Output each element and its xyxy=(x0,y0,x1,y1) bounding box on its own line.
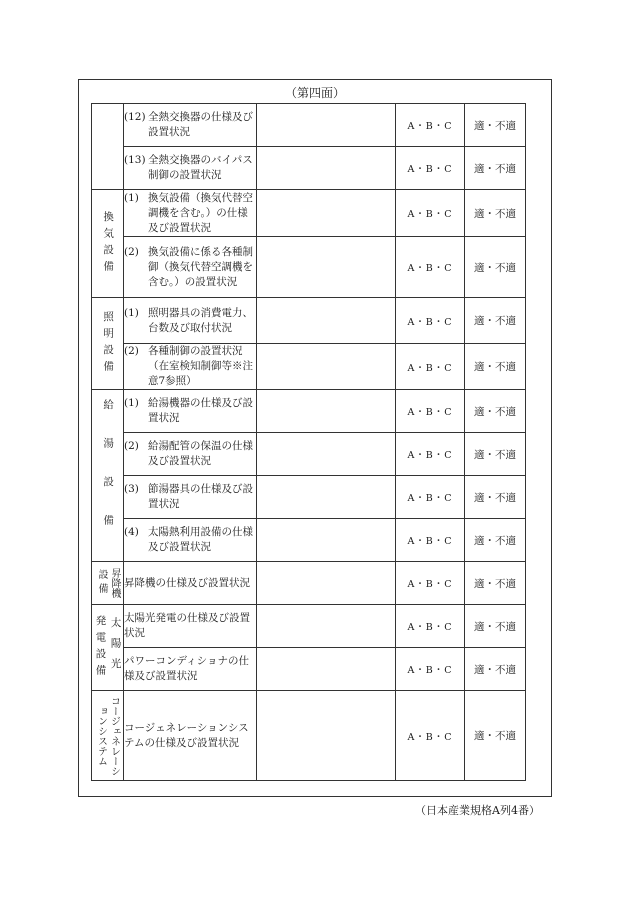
table-row xyxy=(92,519,526,562)
grade-cell[interactable]: A・B・C xyxy=(396,104,465,147)
item-cell: (2) 各種制御の設置状況（在室検知制御等※注意7参照） xyxy=(124,344,257,390)
note-cell[interactable] xyxy=(257,433,396,476)
table-row xyxy=(92,562,526,605)
grade-cell[interactable]: A・B・C xyxy=(396,237,465,298)
table-row xyxy=(92,190,526,237)
judge-cell[interactable]: 適・不適 xyxy=(465,476,526,519)
grade-cell[interactable]: A・B・C xyxy=(396,433,465,476)
table-row xyxy=(92,390,526,433)
category-label-b: 設備 xyxy=(96,569,107,597)
grade-cell[interactable]: A・B・C xyxy=(396,476,465,519)
category-ventilation: 換気設備 xyxy=(92,190,124,298)
category-label: コージェネレーションシステム xyxy=(95,695,120,776)
note-cell[interactable] xyxy=(257,691,396,781)
judge-cell[interactable]: 適・不適 xyxy=(465,605,526,648)
grade-cell[interactable]: A・B・C xyxy=(396,519,465,562)
item-cell: (13) 全熱交換器のバイパス制御の設置状況 xyxy=(124,147,257,190)
judge-cell[interactable]: 適・不適 xyxy=(465,390,526,433)
judge-cell[interactable]: 適・不適 xyxy=(465,691,526,781)
table-row xyxy=(92,344,526,390)
grade-cell[interactable]: A・B・C xyxy=(396,344,465,390)
item-cell: (3) 節湯器具の仕様及び設置状況 xyxy=(124,476,257,519)
table-row xyxy=(92,237,526,298)
judge-cell[interactable]: 適・不適 xyxy=(465,237,526,298)
judge-cell[interactable]: 適・不適 xyxy=(465,519,526,562)
note-cell[interactable] xyxy=(257,519,396,562)
judge-cell[interactable]: 適・不適 xyxy=(465,433,526,476)
judge-cell[interactable]: 適・不適 xyxy=(465,648,526,691)
table-row xyxy=(92,147,526,190)
grade-cell[interactable]: A・B・C xyxy=(396,147,465,190)
category-elevator xyxy=(92,562,124,605)
category-label-a: 昇降機 xyxy=(109,568,120,598)
note-cell[interactable] xyxy=(257,104,396,147)
table-row xyxy=(92,605,526,648)
item-cell: パワーコンディショナの仕様及び設置状況 xyxy=(124,648,257,691)
footer-note: （日本産業規格A列4番） xyxy=(415,804,540,817)
grade-cell[interactable]: A・B・C xyxy=(396,390,465,433)
note-cell[interactable] xyxy=(257,298,396,344)
category-hot-water: 給湯設備 xyxy=(92,390,124,562)
grade-cell[interactable]: A・B・C xyxy=(396,691,465,781)
grade-cell[interactable]: A・B・C xyxy=(396,605,465,648)
item-cell: (1) 換気設備（換気代替空調機を含む。）の仕様及び設置状況 xyxy=(124,190,257,237)
category-label-a: 太陽光 xyxy=(109,616,122,679)
judge-cell[interactable]: 適・不適 xyxy=(465,344,526,390)
note-cell[interactable] xyxy=(257,648,396,691)
note-cell[interactable] xyxy=(257,344,396,390)
table-row xyxy=(92,476,526,519)
judge-cell[interactable]: 適・不適 xyxy=(465,147,526,190)
category-label-b: 発電設備 xyxy=(94,614,107,681)
item-cell: 昇降機の仕様及び設置状況 xyxy=(124,562,257,605)
note-cell[interactable] xyxy=(257,605,396,648)
item-cell: (1) 照明器具の消費電力、台数及び取付状況 xyxy=(124,298,257,344)
note-cell[interactable] xyxy=(257,190,396,237)
item-cell: (12) 全熱交換器の仕様及び設置状況 xyxy=(124,104,257,147)
judge-cell[interactable]: 適・不適 xyxy=(465,190,526,237)
grade-cell[interactable]: A・B・C xyxy=(396,298,465,344)
item-cell: (4) 太陽熱利用設備の仕様及び設置状況 xyxy=(124,519,257,562)
item-cell: 太陽光発電の仕様及び設置状況 xyxy=(124,605,257,648)
category-lighting: 照明設備 xyxy=(92,298,124,390)
judge-cell[interactable]: 適・不適 xyxy=(465,298,526,344)
judge-cell[interactable]: 適・不適 xyxy=(465,104,526,147)
table-row xyxy=(92,648,526,691)
table-row xyxy=(92,298,526,344)
page-title: （第四面） xyxy=(284,86,345,100)
judge-cell[interactable]: 適・不適 xyxy=(465,562,526,605)
note-cell[interactable] xyxy=(257,390,396,433)
category-cogeneration xyxy=(92,691,124,781)
note-cell[interactable] xyxy=(257,562,396,605)
category-cell-empty xyxy=(92,104,124,190)
inspection-table xyxy=(91,103,526,781)
item-cell: (2) 給湯配管の保温の仕様及び設置状況 xyxy=(124,433,257,476)
table-row xyxy=(92,691,526,781)
grade-cell[interactable]: A・B・C xyxy=(396,190,465,237)
note-cell[interactable] xyxy=(257,147,396,190)
table-row xyxy=(92,433,526,476)
grade-cell[interactable]: A・B・C xyxy=(396,648,465,691)
item-cell: コージェネレーションシステムの仕様及び設置状況 xyxy=(124,691,257,781)
grade-cell[interactable]: A・B・C xyxy=(396,562,465,605)
note-cell[interactable] xyxy=(257,476,396,519)
note-cell[interactable] xyxy=(257,237,396,298)
table-row xyxy=(92,104,526,147)
item-cell: (1) 給湯機器の仕様及び設置状況 xyxy=(124,390,257,433)
item-cell: (2) 換気設備に係る各種制御（換気代替空調機を含む。）の設置状況 xyxy=(124,237,257,298)
category-solar xyxy=(92,605,124,691)
